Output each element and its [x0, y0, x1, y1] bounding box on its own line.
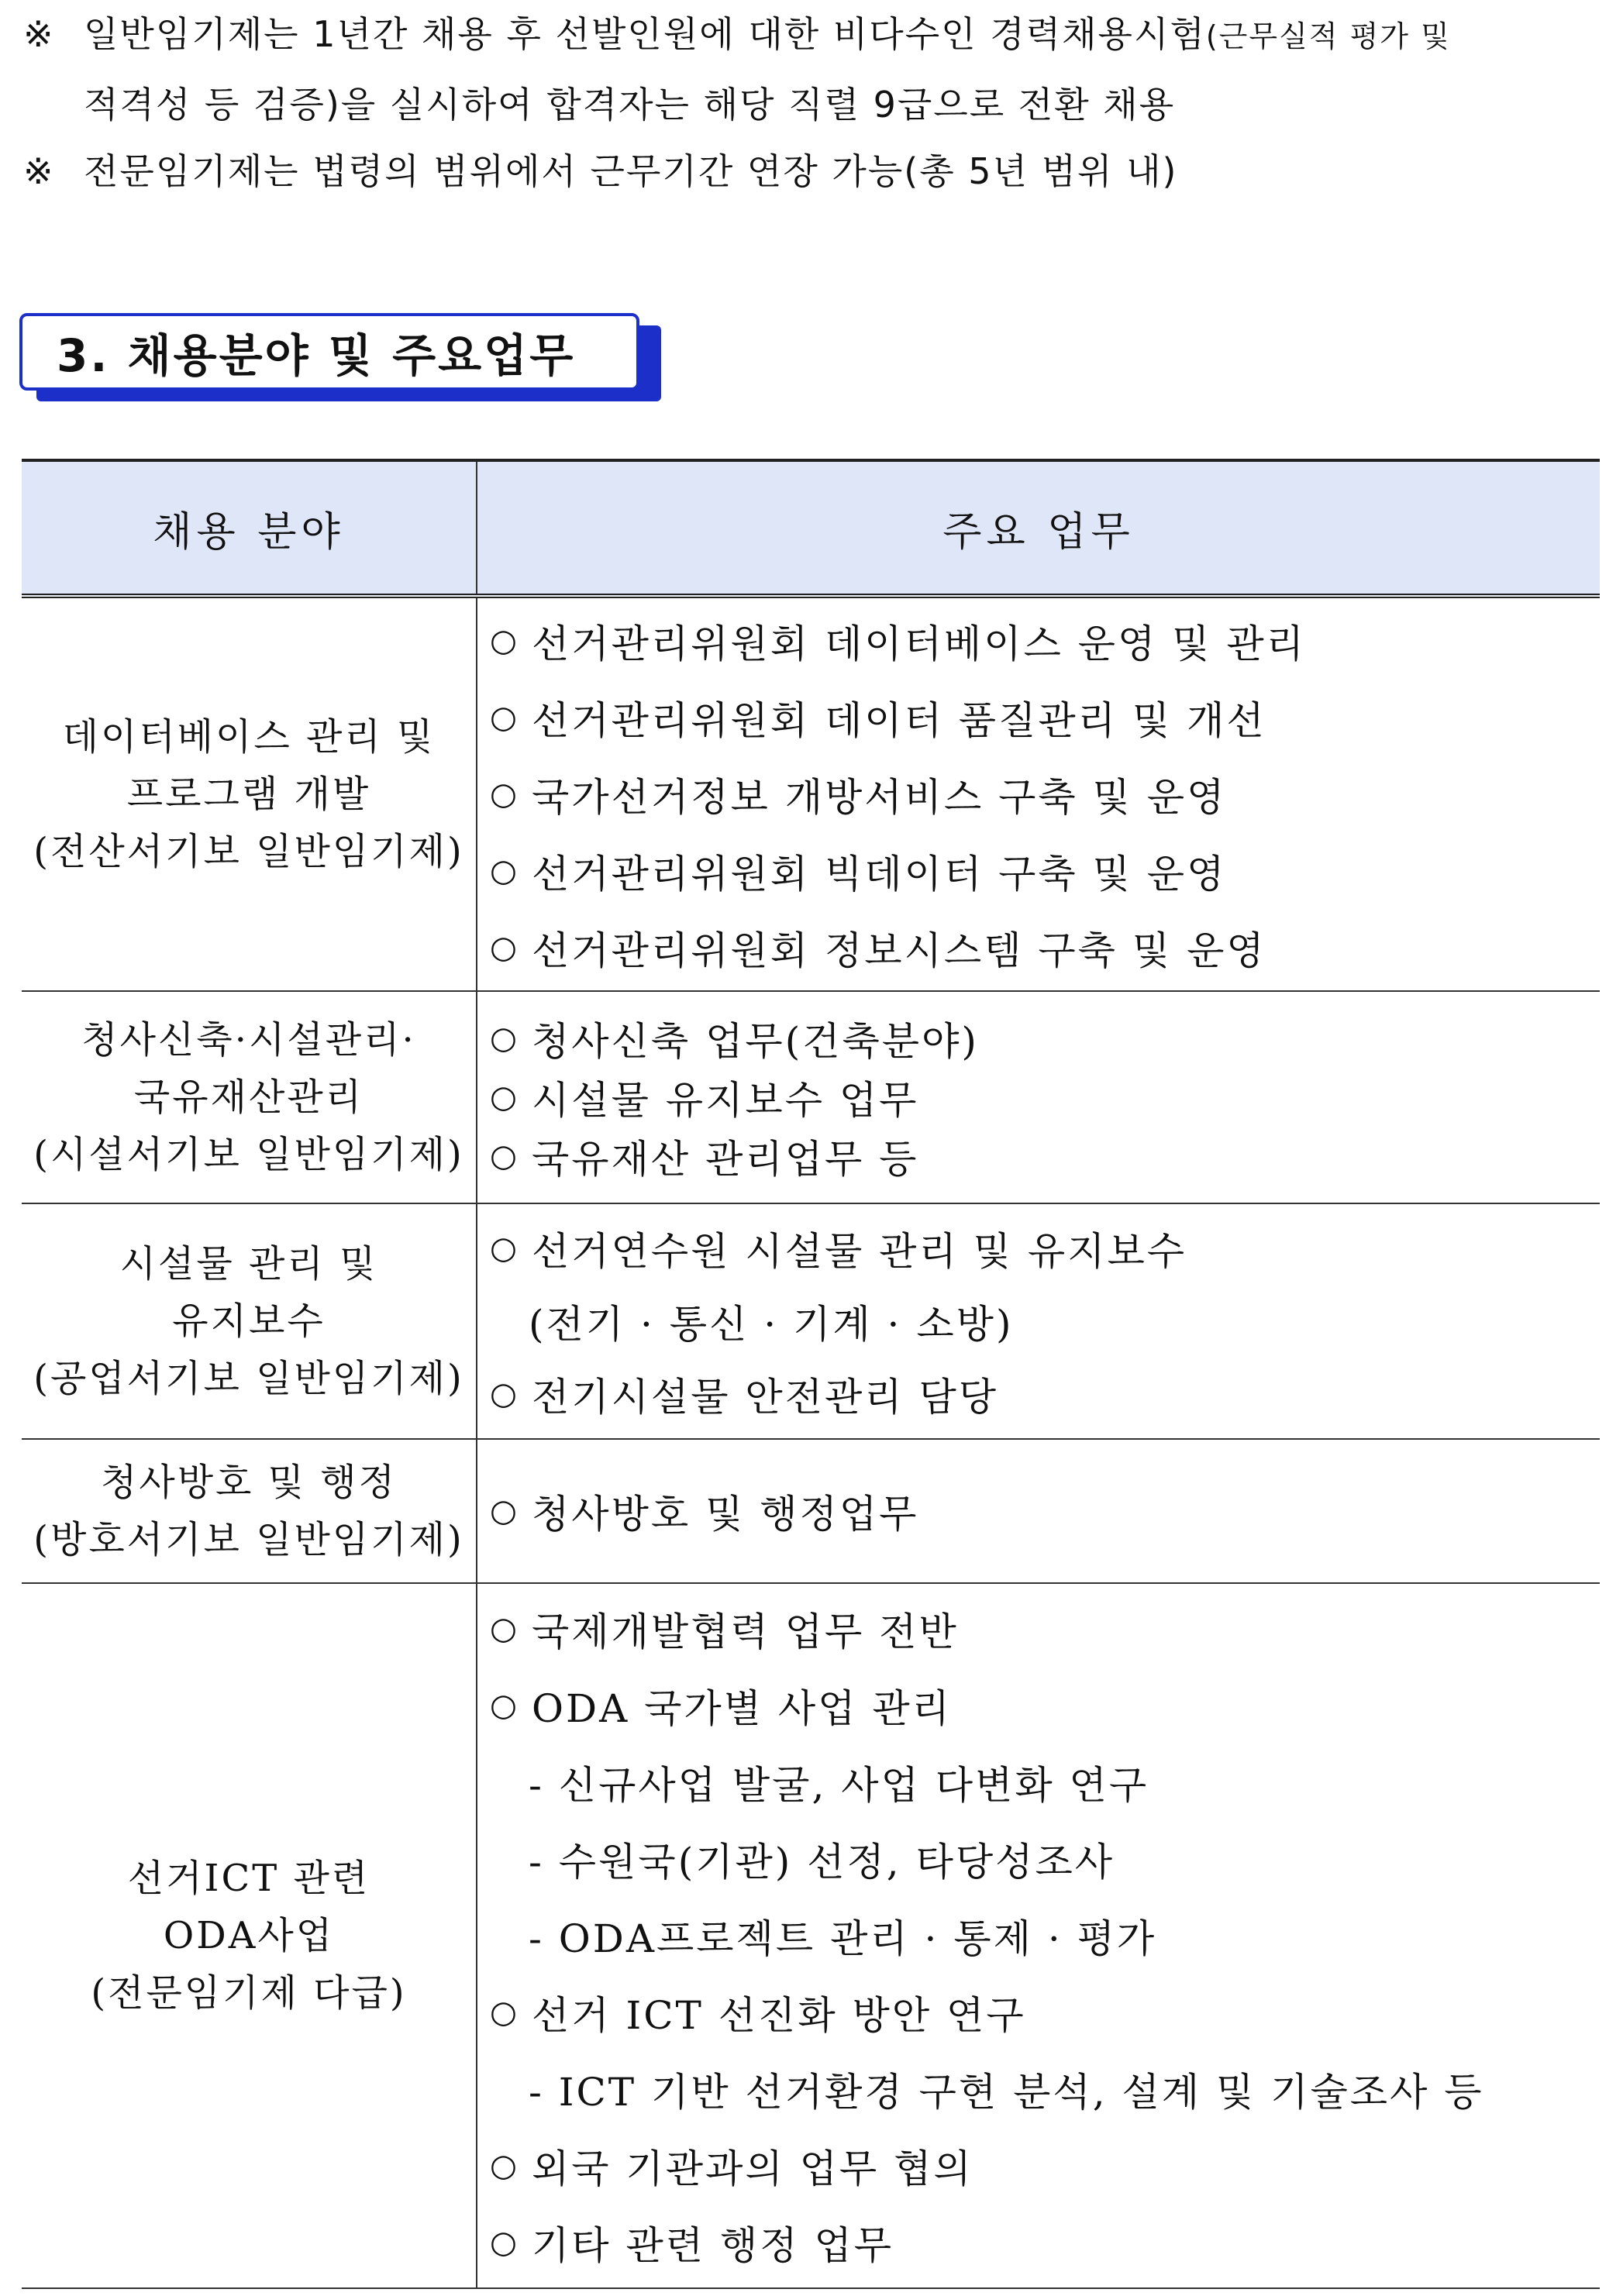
duty-text: - ICT 기반 선거환경 구현 분석, 설계 및 기술조사 등 — [529, 2070, 1484, 2115]
list-item — [490, 1358, 1600, 1430]
circle-bullet-icon: ○ — [490, 1021, 519, 1056]
note-2 — [23, 137, 1612, 205]
field-line: 유지보수 — [172, 1299, 326, 1343]
field-line: 청사신축·시설관리· — [81, 1018, 416, 1062]
field-line: 데이터베이스 관리 및 — [62, 715, 436, 759]
field-cell — [22, 1439, 477, 1583]
field-line: (전문임기제 다급) — [91, 1971, 407, 2015]
list-item — [490, 1744, 1600, 1821]
duty-text: 선거관리위원회 데이터 품질관리 및 개선 — [532, 698, 1266, 743]
circle-bullet-icon: ○ — [490, 1611, 519, 1647]
field-line: (방호서기보 일반임기제) — [33, 1518, 464, 1561]
circle-bullet-icon: ○ — [490, 1493, 519, 1529]
duty-text: (전기 · 통신 · 기계 · 소방) — [529, 1302, 1014, 1347]
duty-text: 외국 기관과의 업무 협의 — [532, 2146, 973, 2191]
circle-bullet-icon: ○ — [490, 700, 519, 735]
list-item — [490, 2051, 1600, 2128]
circle-bullet-icon: ○ — [490, 1079, 519, 1115]
table-header-row — [22, 460, 1600, 596]
circle-bullet-icon: ○ — [490, 776, 519, 812]
reference-mark-icon: ※ — [23, 150, 55, 192]
note-1-text: 일반임기제는 1년간 채용 후 선발인원에 대한 비다수인 경력채용시험 — [84, 13, 1206, 55]
duty-text: ODA 국가별 사업 관리 — [532, 1686, 952, 1731]
field-line: 선거ICT 관련 — [127, 1857, 370, 1900]
job-table — [22, 459, 1600, 2289]
section-title: 3. 채용분야 및 주요업무 — [19, 313, 639, 391]
list-item — [490, 1898, 1600, 1974]
list-item — [490, 1212, 1600, 1285]
notes-block — [23, 0, 1612, 205]
duty-text: 국제개발협력 업무 전반 — [532, 1609, 959, 1654]
table-row — [22, 1583, 1600, 2288]
field-cell — [22, 1203, 477, 1439]
list-item — [490, 910, 1600, 986]
list-item — [490, 2128, 1600, 2205]
duty-text: 청사방호 및 행정업무 — [532, 1492, 919, 1537]
list-item — [490, 1285, 1600, 1358]
circle-bullet-icon: ○ — [490, 1138, 519, 1174]
duty-text: - 수원국(기관) 선정, 타당성조사 — [529, 1840, 1115, 1885]
field-line: 국유재산관리 — [133, 1076, 364, 1119]
list-item — [490, 1974, 1600, 2051]
list-item — [490, 1591, 1600, 1668]
table-row — [22, 991, 1600, 1203]
duty-text: 선거 ICT 선진화 방안 연구 — [532, 1993, 1026, 2038]
table-row — [22, 596, 1600, 991]
reference-mark-icon: ※ — [23, 13, 55, 55]
list-item — [490, 1821, 1600, 1898]
circle-bullet-icon: ○ — [490, 1376, 519, 1412]
table-row — [22, 1439, 1600, 1583]
field-line: (공업서기보 일반임기제) — [33, 1357, 464, 1400]
list-item — [490, 1127, 1600, 1186]
table-body — [22, 596, 1600, 2288]
circle-bullet-icon: ○ — [490, 623, 519, 659]
duty-text: - 신규사업 발굴, 사업 다변화 연구 — [529, 1763, 1149, 1808]
field-line: ODA사업 — [163, 1914, 335, 1957]
field-line: 청사방호 및 행정 — [100, 1461, 398, 1504]
duty-text: 선거관리위원회 빅데이터 구축 및 운영 — [532, 852, 1227, 897]
duty-text: - ODA프로젝트 관리 · 통제 · 평가 — [529, 1916, 1157, 1961]
note-1-continuation: 적격성 등 검증)을 실시하여 합격자는 해당 직렬 9급으로 전환 채용 — [84, 84, 1176, 126]
duty-text: 선거관리위원회 데이터베이스 운영 및 관리 — [532, 621, 1306, 666]
list-item — [490, 1476, 1600, 1546]
duties-cell — [477, 1439, 1600, 1583]
list-item — [490, 1068, 1600, 1127]
field-cell — [22, 991, 477, 1203]
note-2-text: 전문임기제는 법령의 범위에서 근무기간 연장 가능(총 5년 범위 내) — [84, 150, 1178, 192]
circle-bullet-icon: ○ — [490, 1995, 519, 2030]
circle-bullet-icon: ○ — [490, 853, 519, 889]
field-line: 프로그램 개발 — [126, 773, 371, 816]
header-field: 채용 분야 — [22, 460, 477, 596]
field-cell — [22, 596, 477, 991]
circle-bullet-icon: ○ — [490, 2148, 519, 2184]
circle-bullet-icon: ○ — [490, 2225, 519, 2260]
header-duties: 주요 업무 — [477, 460, 1600, 596]
list-item — [490, 1668, 1600, 1744]
section-heading — [19, 313, 639, 392]
list-item — [490, 603, 1600, 680]
duty-text: 선거관리위원회 정보시스템 구축 및 운영 — [532, 928, 1266, 973]
list-item — [490, 833, 1600, 910]
duties-cell — [477, 1583, 1600, 2288]
circle-bullet-icon: ○ — [490, 1231, 519, 1266]
duties-cell — [477, 596, 1600, 991]
note-1 — [23, 0, 1612, 139]
duty-text: 전기시설물 안전관리 담당 — [532, 1375, 999, 1420]
field-cell — [22, 1583, 477, 2288]
list-item — [490, 680, 1600, 756]
circle-bullet-icon: ○ — [490, 1688, 519, 1723]
field-line: 시설물 관리 및 — [119, 1242, 378, 1286]
duty-text: 청사신축 업무(건축분야) — [532, 1019, 979, 1064]
field-line: (시설서기보 일반임기제) — [33, 1133, 464, 1176]
duty-text: 선거연수원 시설물 관리 및 유지보수 — [532, 1229, 1187, 1274]
list-item — [490, 756, 1600, 833]
duties-cell — [477, 991, 1600, 1203]
circle-bullet-icon: ○ — [490, 930, 519, 966]
note-1-small-text: (근무실적 평가 및 — [1205, 19, 1451, 53]
duties-cell — [477, 1203, 1600, 1439]
field-line: (전산서기보 일반임기제) — [33, 830, 464, 873]
table-row — [22, 1203, 1600, 1439]
duty-text: 국가선거정보 개방서비스 구축 및 운영 — [532, 775, 1227, 820]
duty-text: 기타 관련 행정 업무 — [532, 2223, 894, 2268]
list-item — [490, 1009, 1600, 1068]
duty-text: 국유재산 관리업무 등 — [532, 1137, 919, 1182]
list-item — [490, 2205, 1600, 2281]
duty-text: 시설물 유지보수 업무 — [532, 1078, 919, 1123]
